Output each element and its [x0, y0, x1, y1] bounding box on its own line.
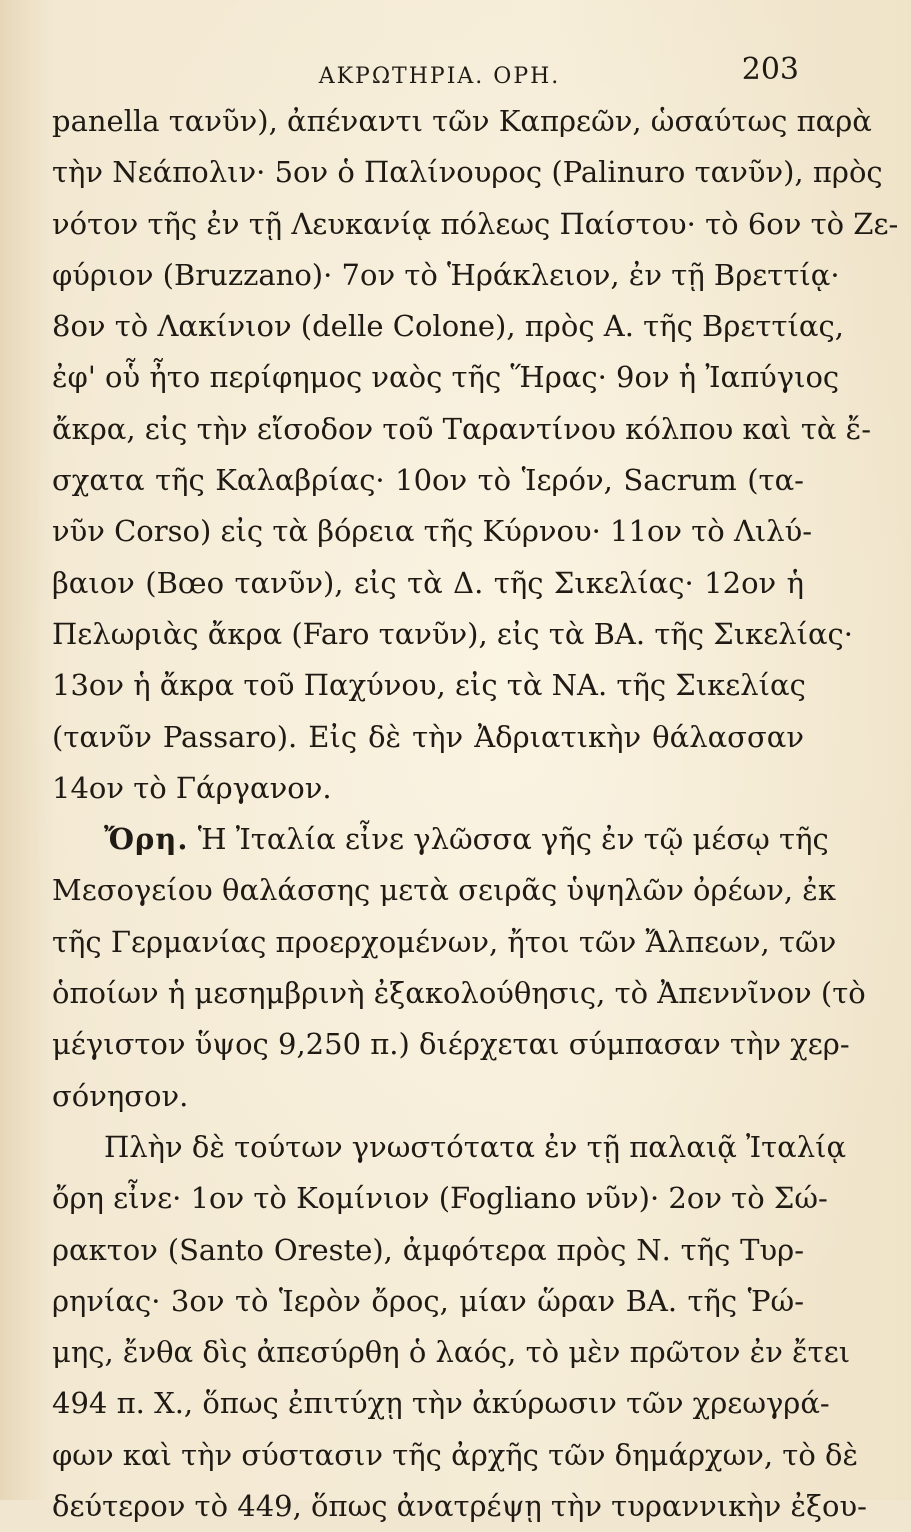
paragraph-other-mountains	[52, 1122, 867, 1532]
text-line: νῦν Corso) εἰς τὰ βόρεια τῆς Κύρνου· 11ον τὸ Λιλύ-	[52, 514, 813, 549]
page-header	[0, 52, 911, 100]
text-line: ὄρη εἶνε· 1ον τὸ Κομίνιον (Fogliano νῦν)· 2ον τὸ Σώ-	[52, 1181, 828, 1216]
text-line: 494 π. Χ., ὅπως ἐπιτύχῃ τὴν ἀκύρωσιν τῶν χρεωγρά-	[52, 1386, 830, 1421]
text-line: panella τανῦν), ἀπέναντι τῶν Καπρεῶν, ὡσαύτως παρὰ	[52, 104, 872, 138]
text-line: 8ον τὸ Λακίνιον (delle Colone), πρὸς Α. τῆς Βρεττίας,	[52, 309, 844, 344]
text-line: σόνησον.	[52, 1078, 189, 1113]
text-line-with-heading	[52, 814, 829, 865]
text-line: ὁποίων ἡ μεσημβρινὴ ἐξακολούθησις, τὸ Ἀπεννῖνον (τὸ	[52, 976, 866, 1011]
text-line: φων καὶ τὴν σύστασιν τῆς ἀρχῆς τῶν δημάρχων, τὸ δὲ	[52, 1437, 859, 1472]
text-line: ρακτον (Santo Oreste), ἀμφότερα πρὸς Ν. τῆς Τυρ-	[52, 1232, 804, 1267]
text-line: 13ον ἡ ἄκρα τοῦ Παχύνου, εἰς τὰ ΝΑ. τῆς Σικελίας	[52, 668, 806, 703]
text-line: ἄκρα, εἰς τὴν εἴσοδον τοῦ Ταραντίνου κόλπου καὶ τὰ ἔ-	[52, 411, 872, 446]
text-line: μης, ἔνθα δὶς ἀπεσύρθη ὁ λαός, τὸ μὲν πρῶτον ἐν ἔτει	[52, 1335, 851, 1370]
text-line: τῆς Γερμανίας προερχομένων, ἤτοι τῶν Ἄλπεων, τῶν	[52, 924, 837, 959]
text-line: σχατα τῆς Καλαβρίας· 10ον τὸ Ἱερόν, Sacrum (τα-	[52, 463, 804, 498]
text-line: Πλὴν δὲ τούτων γνωστότατα ἐν τῇ παλαιᾷ Ἰταλίᾳ	[104, 1129, 847, 1164]
text-line: Πελωριὰς ἄκρα (Faro τανῦν), εἰς τὰ ΒΑ. τῆς Σικελίας·	[52, 616, 854, 651]
running-head: ΑΚΡΩΤΗΡΙΑ. ΟΡΗ.	[318, 64, 561, 89]
text-line: μέγιστον ὕψος 9,250 π.) διέρχεται σύμπασαν τὴν χερ-	[52, 1027, 850, 1062]
text-line: ἐφ' οὗ ἦτο περίφημος ναὸς τῆς Ἥρας· 9ον ἡ Ἰαπύγιος	[52, 360, 840, 395]
body-text	[52, 96, 899, 1532]
text-line: ρηνίας· 3ον τὸ Ἱερὸν ὄρος, μίαν ὥραν ΒΑ. τῆς Ῥώ-	[52, 1283, 804, 1318]
text-line: τὴν Νεάπολιν· 5ον ὁ Παλίνουρος (Palinuro τανῦν), πρὸς	[52, 155, 883, 190]
text-line: βαιον (Bœo τανῦν), εἰς τὰ Δ. τῆς Σικελίας· 12ον ἡ	[52, 565, 804, 600]
text-line: νότον τῆς ἐν τῇ Λευκανίᾳ πόλεως Παίστου· τὸ 6ον τὸ Ζε-	[52, 206, 899, 241]
text-line: Μεσογείου θαλάσσης μετὰ σειρᾶς ὑψηλῶν ὀρέων, ἐκ	[52, 873, 836, 908]
page-number: 203	[741, 52, 799, 87]
paragraph-mountains	[52, 814, 866, 1122]
text-line: φύριον (Bruzzano)· 7ον τὸ Ἡράκλειον, ἐν τῇ Βρεττίᾳ·	[52, 257, 840, 292]
text-line: 14ον τὸ Γάργανον.	[52, 770, 332, 805]
text-line: δεύτερον τὸ 449, ὅπως ἀνατρέψῃ τὴν τυραννικὴν ἐξου-	[52, 1489, 867, 1524]
text-line: (τανῦν Passaro). Εἰς δὲ τὴν Ἀδριατικὴν θάλασσαν	[52, 719, 804, 754]
paragraph-capes	[52, 96, 899, 814]
text-line-content: Ἡ Ἰταλία εἶνε γλῶσσα γῆς ἐν τῷ μέσῳ τῆς	[197, 822, 829, 857]
section-heading: Ὄρη.	[104, 822, 189, 857]
